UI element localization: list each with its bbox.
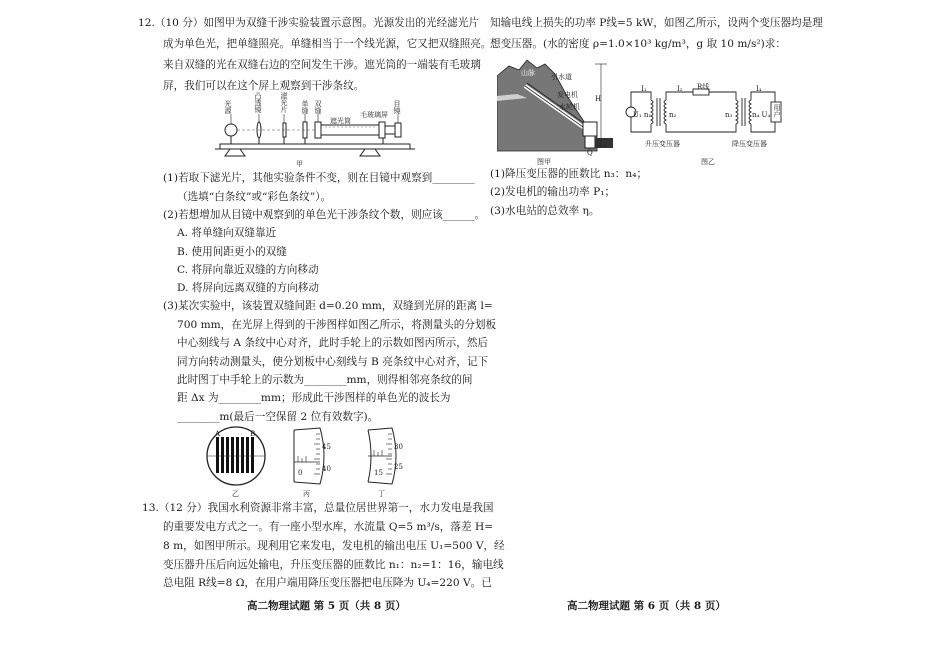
label-generator: 发电机: [557, 91, 578, 99]
sub2-text: (2)若想增加从目镜中观察到的单色光干涉条纹个数，则应该______。: [163, 209, 486, 221]
fig-bing-caption: 丙: [303, 490, 310, 498]
label-b: B: [250, 430, 256, 438]
ding-tick-25: 25: [394, 463, 403, 471]
label-convex-lens: 凸透镜: [254, 92, 262, 113]
micrometer-ding-figure: [362, 426, 412, 486]
bing-tick-0: 0: [298, 469, 303, 477]
option-c: C. 将屏向靠近双缝的方向移动: [177, 264, 319, 276]
label-i1: I₁: [641, 85, 647, 93]
right-page: [475, 0, 950, 672]
label-u1n1: U₁ n₁: [633, 111, 652, 119]
right-question-1: (1)降压变压器的匝数比 n₃：n₄；: [490, 168, 648, 180]
sub3-line-7: ________m(最后一空保留 2 位有效数字)。: [177, 411, 379, 423]
q12-stem-line-3: 来自双缝的光在双缝右边的空间发生干涉。遮光筒的一端装有毛玻璃: [163, 59, 481, 71]
sub3-line-2: 700 mm，在光屏上得到的干涉图样如图乙所示，将测量头的分划板: [177, 319, 497, 331]
label-channel: 引水道: [551, 73, 572, 81]
sub3-line-4: 同方向转动测量头，使分划板中心刻线与 B 亮条纹中心对齐，记下: [177, 356, 489, 368]
fig-circuit-caption: 图乙: [701, 158, 715, 166]
sub3-line-6: 距 Δx 为________mm；形成此干涉图样的单色光的波长为: [177, 392, 451, 404]
right-question-3: (3)水电站的总效率 η。: [490, 205, 600, 217]
sub3-line-5: 此时图丁中手轮上的示数为________mm，则得相邻亮条纹的间: [177, 374, 473, 386]
ding-tick-30: 30: [394, 443, 403, 451]
label-r-line: R线: [697, 83, 710, 91]
label-eyepiece: 目镜: [393, 100, 401, 114]
label-step-up: 升压变压器: [645, 140, 680, 148]
right-question-2: (2)发电机的输出功率 P₁；: [490, 186, 616, 198]
label-double-slit: 双缝: [314, 100, 322, 114]
label-single-slit: 单缝: [301, 100, 309, 114]
right-cont-line-1: 知输电线上损失的功率 P线=5 kW，如图乙所示，设两个变压器均是理: [490, 17, 823, 29]
sub3-line-3: 中心刻线与 A 条纹中心对齐，此时手轮上的示数如图丙所示，然后: [177, 337, 489, 349]
label-filter: 滤光片: [280, 92, 288, 113]
footer-page-5: 高二物理试题 第 5 页（共 8 页）: [247, 600, 406, 612]
double-slit-apparatus-figure: [215, 96, 445, 166]
q12-stem-line-2: 成为单色光，把单缝照亮。单缝相当于一个线光源，它又把双缝照亮。: [163, 38, 492, 50]
fig-yi-caption: 乙: [232, 490, 239, 498]
bing-tick-45: 45: [322, 443, 331, 451]
sub3-line-1: (3)某次实验中，该装置双缝间距 d=0.20 mm，双缝到光屏的距离 l=: [163, 300, 493, 312]
label-n4u4: n₄ U₄: [752, 111, 771, 119]
interference-pattern-figure: [202, 424, 272, 486]
sub1-line-1: (1)若取下滤光片，其他实验条件不变，则在目镜中观察到________: [163, 172, 475, 184]
label-n2: n₂: [669, 111, 677, 119]
label-i2: I₂: [677, 85, 683, 93]
q12-stem-line-1: 12.（10 分）如图甲为双缝干涉实验装置示意图。光源发出的光经滤光片: [138, 17, 479, 29]
label-i4: I₄: [756, 85, 762, 93]
label-a: A: [215, 430, 221, 438]
option-d: D. 将屏向远离双缝的方向移动: [177, 282, 319, 294]
label-mountain: 山脉: [521, 69, 535, 77]
fig-station-caption: 图甲: [537, 158, 551, 166]
footer-page-6: 高二物理试题 第 6 页（共 8 页）: [567, 600, 726, 612]
ding-tick-15: 15: [374, 469, 383, 477]
right-cont-line-2: 想变压器。(水的密度 ρ=1.0×10³ kg/m³，g 取 10 m/s²)求：: [490, 38, 786, 50]
label-height: H: [595, 95, 602, 103]
q13-line-5: 总电阻 R线=8 Ω，在用户端用降压变压器把电压降为 U₄=220 V。已: [163, 577, 492, 589]
label-step-down: 降压变压器: [732, 140, 767, 148]
q13-line-3: 8 m，如图甲所示。现利用它来发电，发电机的输出电压 U₁=500 V，经: [163, 540, 505, 552]
label-light-source: 光源: [224, 100, 232, 114]
bing-tick-40: 40: [322, 465, 331, 473]
label-n3: n₃: [725, 111, 733, 119]
fig-jia-caption: 甲: [296, 160, 303, 168]
label-flow: Q: [587, 149, 593, 157]
label-turbine: 水轮机: [559, 103, 580, 111]
option-b: B. 使用间距更小的双缝: [177, 246, 287, 258]
label-frosted-screen: 毛玻璃屏: [360, 111, 388, 119]
option-a: A. 将单缝向双缝靠近: [177, 227, 277, 239]
q13-line-4: 变压器升压后向远处输电，升压变压器的匝数比 n₁：n₂=1：16，输电线: [163, 559, 504, 571]
label-user: 用户: [773, 104, 781, 118]
q12-stem-line-4: 屏，我们可以在这个屏上观察到干涉条纹。: [163, 80, 365, 92]
q13-line-1: 13.（12 分）我国水利资源非常丰富，总量位居世界第一，水力发电是我国: [142, 502, 494, 514]
sub1-line-2: （选填“白条纹”或“彩色条纹”）。: [177, 191, 332, 203]
label-light-tube: 遮光筒: [330, 117, 351, 125]
q13-line-2: 的重要发电方式之一。有一座小型水库，水流量 Q=5 m³/s，落差 H=: [163, 521, 494, 533]
fig-ding-caption: 丁: [378, 490, 385, 498]
